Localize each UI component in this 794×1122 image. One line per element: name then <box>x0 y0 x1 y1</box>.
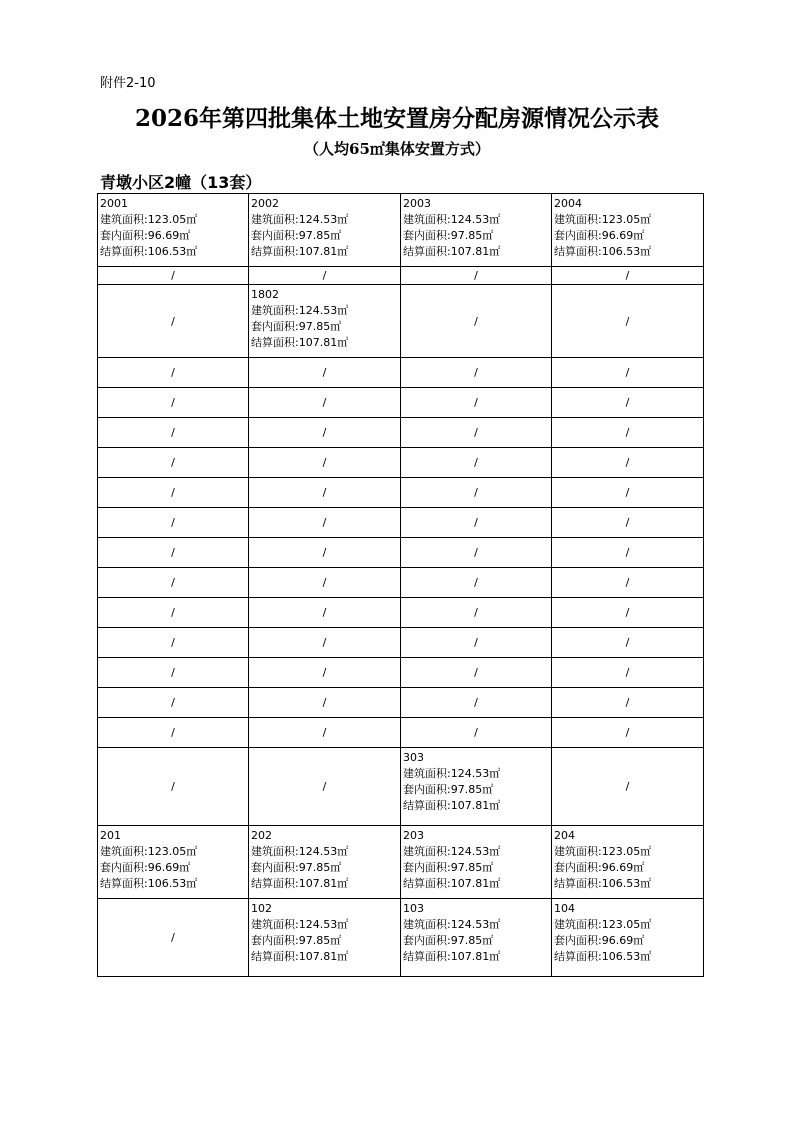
empty-unit-cell: / <box>98 658 249 688</box>
empty-unit-cell: / <box>249 538 401 568</box>
empty-unit-cell: / <box>98 598 249 628</box>
table-row <box>98 688 704 718</box>
unit-area: 建筑面积:124.53㎡ <box>251 213 349 226</box>
empty-unit-cell: / <box>401 568 552 598</box>
unit-area: 建筑面积:124.53㎡ <box>251 304 349 317</box>
empty-unit-cell: / <box>249 568 401 598</box>
unit-area: 套内面积:97.85㎡ <box>251 861 342 874</box>
unit-area: 套内面积:97.85㎡ <box>403 229 494 242</box>
empty-unit-cell: / <box>401 358 552 388</box>
table-row <box>98 267 704 285</box>
unit-cell <box>401 899 552 977</box>
unit-number: 102 <box>251 902 272 915</box>
table-row <box>98 538 704 568</box>
unit-number: 201 <box>100 829 121 842</box>
unit-area: 结算面积:107.81㎡ <box>251 950 349 963</box>
unit-number: 202 <box>251 829 272 842</box>
unit-area: 建筑面积:124.53㎡ <box>251 845 349 858</box>
unit-number: 203 <box>403 829 424 842</box>
empty-unit-cell: / <box>552 448 704 478</box>
unit-area: 结算面积:107.81㎡ <box>251 877 349 890</box>
table-row <box>98 628 704 658</box>
unit-area: 套内面积:97.85㎡ <box>403 861 494 874</box>
housing-table <box>97 193 704 977</box>
unit-cell <box>552 899 704 977</box>
unit-number: 1802 <box>251 288 279 301</box>
unit-area: 结算面积:107.81㎡ <box>403 245 501 258</box>
unit-area: 建筑面积:123.05㎡ <box>554 845 652 858</box>
empty-unit-cell: / <box>401 478 552 508</box>
table-row <box>98 826 704 899</box>
unit-area: 建筑面积:123.05㎡ <box>554 918 652 931</box>
table-row <box>98 899 704 977</box>
unit-cell <box>249 899 401 977</box>
table-row <box>98 448 704 478</box>
page-title: 2026年第四批集体土地安置房分配房源情况公示表 <box>134 105 659 132</box>
empty-unit-cell: / <box>401 658 552 688</box>
empty-unit-cell: / <box>98 628 249 658</box>
unit-cell <box>552 194 704 267</box>
unit-area: 结算面积:106.53㎡ <box>554 245 652 258</box>
empty-unit-cell: / <box>249 688 401 718</box>
empty-unit-cell: / <box>552 628 704 658</box>
unit-area: 套内面积:96.69㎡ <box>554 934 645 947</box>
empty-unit-cell: / <box>552 508 704 538</box>
unit-area: 结算面积:107.81㎡ <box>403 950 501 963</box>
unit-number: 2001 <box>100 197 128 210</box>
empty-unit-cell: / <box>401 598 552 628</box>
unit-cell <box>552 826 704 899</box>
unit-area: 结算面积:106.53㎡ <box>100 877 198 890</box>
unit-area: 套内面积:96.69㎡ <box>100 861 191 874</box>
empty-unit-cell: / <box>98 748 249 826</box>
unit-area: 建筑面积:124.53㎡ <box>403 845 501 858</box>
empty-unit-cell: / <box>552 658 704 688</box>
unit-area: 建筑面积:123.05㎡ <box>100 213 198 226</box>
empty-unit-cell: / <box>249 748 401 826</box>
unit-area: 套内面积:96.69㎡ <box>554 229 645 242</box>
unit-area: 套内面积:97.85㎡ <box>403 783 494 796</box>
empty-unit-cell: / <box>552 267 704 285</box>
unit-number: 2003 <box>403 197 431 210</box>
empty-unit-cell: / <box>552 598 704 628</box>
empty-unit-cell: / <box>552 538 704 568</box>
empty-unit-cell: / <box>401 508 552 538</box>
empty-unit-cell: / <box>552 568 704 598</box>
empty-unit-cell: / <box>552 478 704 508</box>
building-heading: 青墩小区2幢（13套） <box>100 173 262 192</box>
empty-unit-cell: / <box>249 598 401 628</box>
empty-unit-cell: / <box>249 508 401 538</box>
empty-unit-cell: / <box>98 718 249 748</box>
unit-number: 2004 <box>554 197 582 210</box>
empty-unit-cell: / <box>249 358 401 388</box>
unit-area: 套内面积:97.85㎡ <box>251 320 342 333</box>
unit-area: 套内面积:97.85㎡ <box>251 934 342 947</box>
empty-unit-cell: / <box>98 418 249 448</box>
empty-unit-cell: / <box>98 285 249 358</box>
empty-unit-cell: / <box>552 285 704 358</box>
unit-number: 204 <box>554 829 575 842</box>
unit-cell <box>98 194 249 267</box>
empty-unit-cell: / <box>401 267 552 285</box>
empty-unit-cell: / <box>98 478 249 508</box>
empty-unit-cell: / <box>98 538 249 568</box>
empty-unit-cell: / <box>249 388 401 418</box>
unit-area: 结算面积:106.53㎡ <box>100 245 198 258</box>
empty-unit-cell: / <box>249 267 401 285</box>
unit-area: 建筑面积:124.53㎡ <box>251 918 349 931</box>
unit-area: 建筑面积:123.05㎡ <box>554 213 652 226</box>
empty-unit-cell: / <box>401 628 552 658</box>
unit-area: 结算面积:107.81㎡ <box>251 245 349 258</box>
empty-unit-cell: / <box>98 899 249 977</box>
unit-area: 结算面积:106.53㎡ <box>554 877 652 890</box>
empty-unit-cell: / <box>552 418 704 448</box>
unit-area: 建筑面积:124.53㎡ <box>403 213 501 226</box>
table-row <box>98 418 704 448</box>
unit-cell <box>249 826 401 899</box>
empty-unit-cell: / <box>552 358 704 388</box>
empty-unit-cell: / <box>552 388 704 418</box>
unit-cell <box>98 826 249 899</box>
empty-unit-cell: / <box>401 285 552 358</box>
table-row <box>98 388 704 418</box>
empty-unit-cell: / <box>401 388 552 418</box>
unit-number: 103 <box>403 902 424 915</box>
table-row <box>98 568 704 598</box>
table-row <box>98 194 704 267</box>
unit-area: 套内面积:97.85㎡ <box>251 229 342 242</box>
table-row <box>98 718 704 748</box>
empty-unit-cell: / <box>249 478 401 508</box>
empty-unit-cell: / <box>401 718 552 748</box>
unit-area: 结算面积:107.81㎡ <box>403 799 501 812</box>
empty-unit-cell: / <box>98 267 249 285</box>
empty-unit-cell: / <box>98 688 249 718</box>
empty-unit-cell: / <box>98 358 249 388</box>
empty-unit-cell: / <box>249 448 401 478</box>
empty-unit-cell: / <box>552 688 704 718</box>
unit-area: 套内面积:96.69㎡ <box>554 861 645 874</box>
table-row <box>98 285 704 358</box>
unit-area: 结算面积:107.81㎡ <box>403 877 501 890</box>
empty-unit-cell: / <box>552 748 704 826</box>
empty-unit-cell: / <box>98 388 249 418</box>
empty-unit-cell: / <box>249 418 401 448</box>
empty-unit-cell: / <box>401 418 552 448</box>
table-row <box>98 598 704 628</box>
unit-area: 套内面积:96.69㎡ <box>100 229 191 242</box>
unit-area: 建筑面积:123.05㎡ <box>100 845 198 858</box>
table-row <box>98 748 704 826</box>
unit-area: 建筑面积:124.53㎡ <box>403 918 501 931</box>
table-row <box>98 508 704 538</box>
unit-number: 104 <box>554 902 575 915</box>
unit-area: 建筑面积:124.53㎡ <box>403 767 501 780</box>
attachment-number: 附件2-10 <box>100 76 156 91</box>
unit-cell <box>401 826 552 899</box>
table-row <box>98 478 704 508</box>
empty-unit-cell: / <box>98 568 249 598</box>
empty-unit-cell: / <box>401 448 552 478</box>
unit-area: 套内面积:97.85㎡ <box>403 934 494 947</box>
empty-unit-cell: / <box>401 688 552 718</box>
unit-area: 结算面积:107.81㎡ <box>251 336 349 349</box>
unit-number: 303 <box>403 751 424 764</box>
table-row <box>98 358 704 388</box>
empty-unit-cell: / <box>98 508 249 538</box>
unit-cell <box>401 194 552 267</box>
empty-unit-cell: / <box>249 628 401 658</box>
empty-unit-cell: / <box>98 448 249 478</box>
empty-unit-cell: / <box>249 658 401 688</box>
page-subtitle: （人均65㎡集体安置方式） <box>304 140 490 158</box>
unit-cell <box>249 285 401 358</box>
unit-number: 2002 <box>251 197 279 210</box>
empty-unit-cell: / <box>552 718 704 748</box>
unit-area: 结算面积:106.53㎡ <box>554 950 652 963</box>
empty-unit-cell: / <box>401 538 552 568</box>
unit-cell <box>401 748 552 826</box>
unit-cell <box>249 194 401 267</box>
table-row <box>98 658 704 688</box>
empty-unit-cell: / <box>249 718 401 748</box>
